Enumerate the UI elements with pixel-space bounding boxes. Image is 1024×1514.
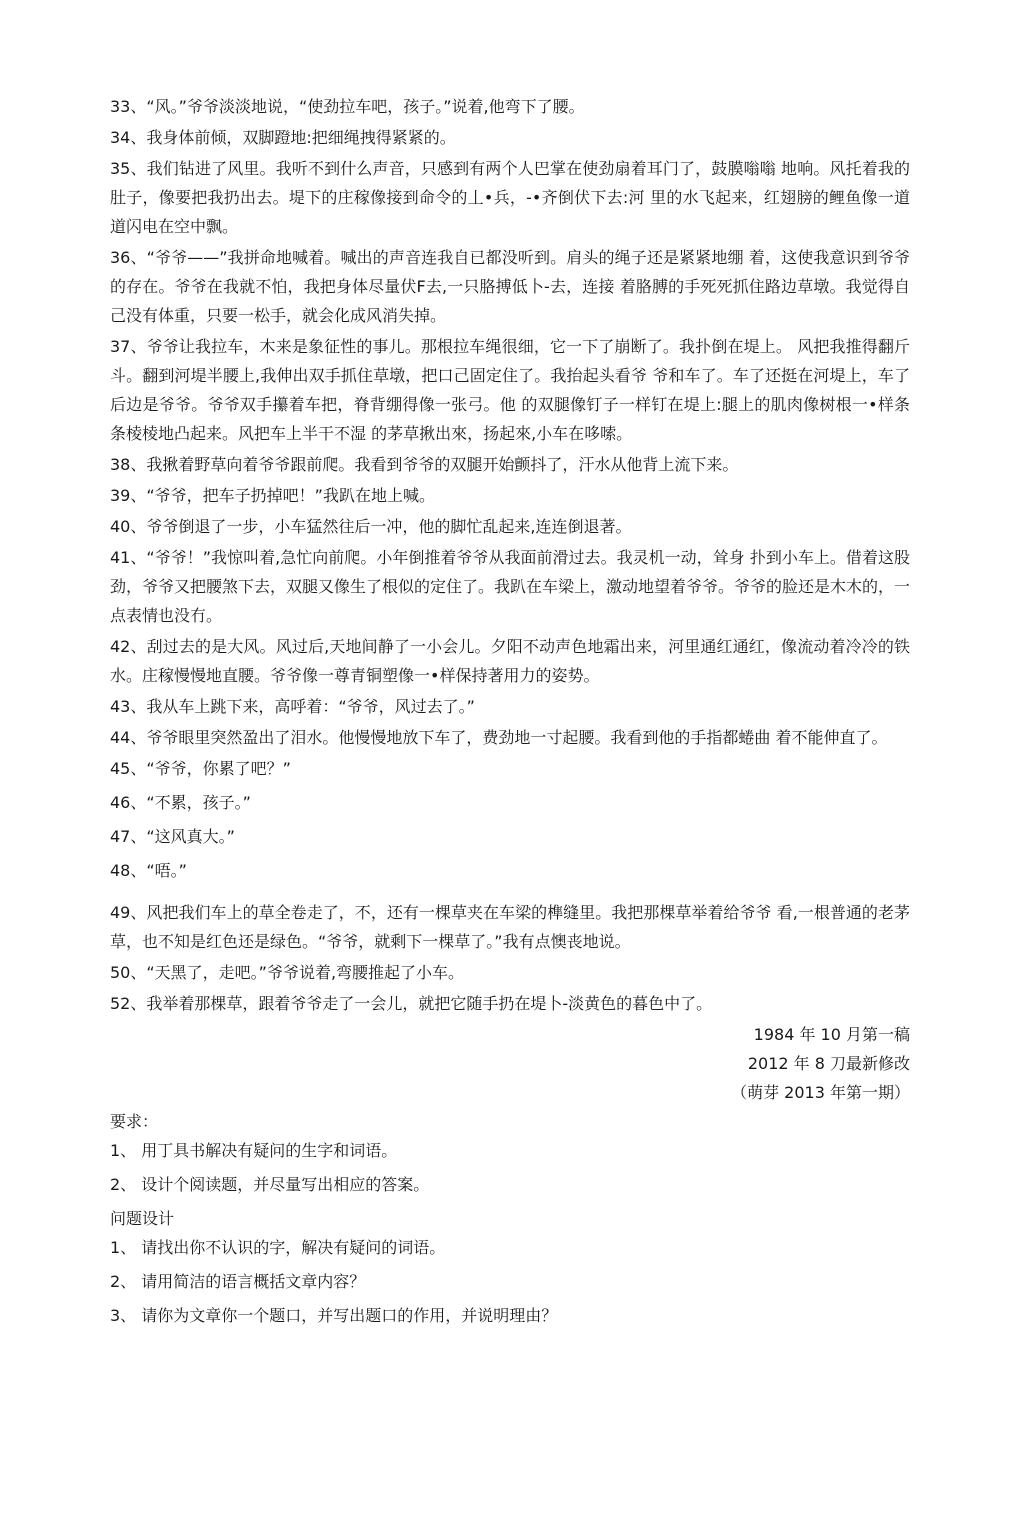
questions-label: 问题设计 <box>110 1209 175 1228</box>
paragraph-52: 52、我举着那棵草，跟着爷爷走了一会儿，就把它随手扔在堤卜-淡黄色的暮色中了。 <box>110 994 713 1013</box>
paragraph-38: 38、我揪着野草向着爷爷跟前爬。我看到爷爷的双腿开始颤抖了，汗水从他背上流下来。 <box>110 455 739 474</box>
paragraph-39: 39、“爷爷，把车子扔掉吧！”我趴在地上喊。 <box>110 486 435 505</box>
paragraph-44: 44、爷爷眼里突然盈出了泪水。他慢慢地放下车了，费劲地一寸起腰。我看到他的手指都蜷曲 着不能伸直了。 <box>110 728 888 747</box>
requirements-label: 要求： <box>110 1112 159 1131</box>
paragraph-40: 40、爷爷倒退了一步，小车猛然往后一冲，他的脚忙乱起来,连连倒退著。 <box>110 517 632 536</box>
signature-block <box>110 1020 910 1107</box>
question-item: 1、 请找出你不认识的字，解决有疑问的词语。 <box>110 1238 446 1257</box>
paragraph-46: 46、“不累，孩子。” <box>110 793 251 812</box>
paragraph-45: 45、“爷爷，你累了吧？” <box>110 759 291 778</box>
signature-revision: 2012 年 8 刀最新修改 <box>747 1054 910 1073</box>
requirements-section <box>110 1107 910 1199</box>
paragraph-37: 37、爷爷让我拉车，木来是象征性的事儿。那根拉车绳很细，它一下了崩断了。我扑倒在堤上。 风把我推得翻斤斗。翻到河堤半腰上,我伸出双手抓住草墩，把口己固定住了。我抬起头看爷 爷和车了。车了还挺在河堤上，车了后边是爷爷。爷爷双手攥着车把，脊背绷得像一张弓。他 的双腿像钉子一样钉在堤上:腿上的肌肉像树根一•样条条棱棱地凸起来。风把车上半干不湿 的茅草揪出來，扬起來,小车在哆嗦。 <box>110 337 910 443</box>
paragraph-33: 33、“风。”爷爷淡淡地说，“使劲拉车吧，孩子。”说着,他弯下了腰。 <box>110 97 585 116</box>
requirement-item: 2、 设计个阅读题，并尽量写出相应的答案。 <box>110 1175 430 1194</box>
paragraph-49: 49、风把我们车上的草全卷走了，不，还有一棵草夹在车梁的榫缝里。我把那棵草举着给爷爷 看,一根普通的老茅草，也不知是红色还是绿色。“爷爷，就剩下一棵草了。”我有点懊丧地说。 <box>110 903 910 951</box>
paragraph-36: 36、“爷爷——”我拼命地喊着。喊出的声音连我自已都没听到。肩头的绳子还是紧紧地绷 着，这使我意识到爷爷的存在。爷爷在我就不怕，我把身体尽量伏F去,一只胳搏低卜-去，连接 着胳膊的手死死抓住路边草墩。我觉得自己没有体重，只要一松手，就会化成风消失掉。 <box>110 248 910 325</box>
paragraph-50: 50、“天黑了，走吧。”爷爷说着,弯腰推起了小车。 <box>110 963 465 982</box>
signature-first-draft: 1984 年 10 月第一稿 <box>753 1025 910 1044</box>
paragraph-42: 42、刮过去的是大风。风过后,天地间静了一小会儿。夕阳不动声色地霜出来，河里通红通红，像流动着冷冷的铁水。庄稼慢慢地直腰。爷爷像一尊青铜塑像一•样保持著用力的姿势。 <box>110 637 910 685</box>
paragraph-34: 34、我身体前倾，双脚蹬地:把细绳拽得紧紧的。 <box>110 128 456 147</box>
questions-section <box>110 1204 910 1330</box>
spacer <box>110 890 910 898</box>
paragraph-47: 47、“这风真大。” <box>110 827 235 846</box>
question-item: 2、 请用简洁的语言概括文章内容？ <box>110 1272 366 1291</box>
paragraph-35: 35、我们钻进了风里。我听不到什么声音，只感到有两个人巴掌在使劲扇着耳门了，鼓膜嗡嗡 地响。风托着我的肚子，像要把我扔出去。堤下的庄稼像接到命令的丄•兵，-•齐倒伏下去:河 里的水飞起来，红翅膀的鲤鱼像一道道闪电在空中飘。 <box>110 159 910 236</box>
requirement-item: 1、 用丁具书解决有疑问的生字和词语。 <box>110 1141 398 1160</box>
signature-source: （萌芽 2013 年第一期） <box>731 1083 910 1102</box>
question-item: 3、 请你为文章你一个题口，并写出题口的作用，并说明理由？ <box>110 1306 558 1325</box>
paragraph-48: 48、“唔。” <box>110 861 187 880</box>
paragraph-41: 41、“爷爷！”我惊叫着,急忙向前爬。小年倒推着爷爷从我面前滑过去。我灵机一动，耸身 扑到小车上。借着这股劲，爷爷又把腰煞下去，双腿又像生了根似的定住了。我趴在车梁上，激动地望着爷爷。爷爷的脸还是木木的，一点表情也没冇。 <box>110 548 911 625</box>
document-body <box>110 92 910 1335</box>
paragraph-43: 43、我从车上跳下来，高呼着：“爷爷，风过去了。” <box>110 697 475 716</box>
